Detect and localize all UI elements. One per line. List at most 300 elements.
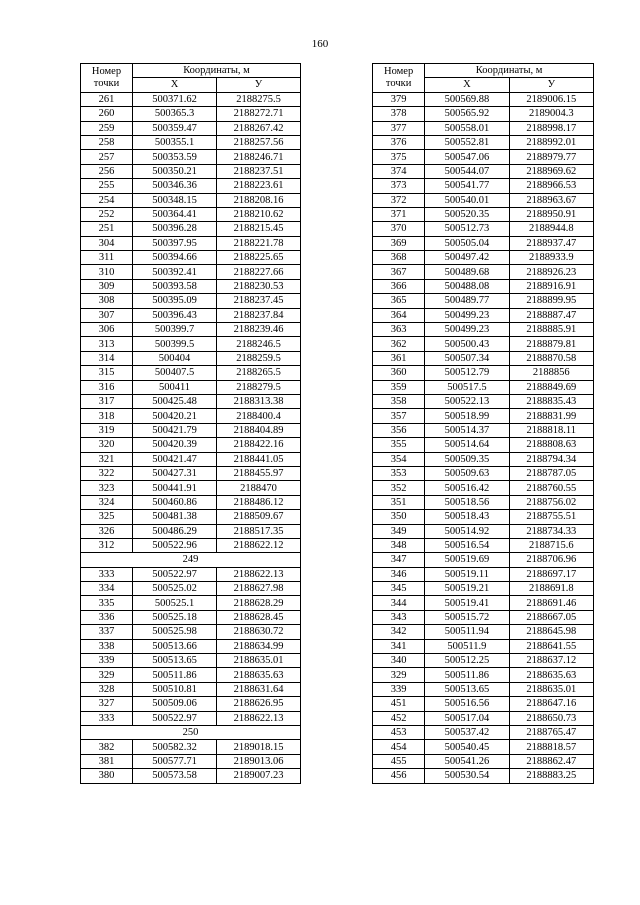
- y-coordinate-cell: 2188641.55: [509, 639, 593, 653]
- point-number-cell: 358: [373, 394, 425, 408]
- point-number-cell: 312: [81, 538, 133, 552]
- table-row: [81, 394, 301, 408]
- point-number-cell: 333: [81, 567, 133, 581]
- table-row: [81, 510, 301, 524]
- point-number-cell: 329: [373, 668, 425, 682]
- table-row: [81, 481, 301, 495]
- point-number-cell: 378: [373, 107, 425, 121]
- point-number-cell: 340: [373, 654, 425, 668]
- point-number-cell: 364: [373, 308, 425, 322]
- table-row: [373, 639, 594, 653]
- point-number-cell: 334: [81, 582, 133, 596]
- y-coordinate-cell: 2188628.29: [217, 596, 301, 610]
- table-row: [81, 754, 301, 768]
- y-coordinate-cell: 2188210.62: [217, 207, 301, 221]
- table-row: [373, 423, 594, 437]
- y-coordinate-cell: 2188856: [509, 366, 593, 380]
- x-coordinate-cell: 500486.29: [133, 524, 217, 538]
- x-coordinate-cell: 500537.42: [425, 725, 509, 739]
- table-row: [373, 452, 594, 466]
- y-coordinate-cell: 2188883.25: [509, 769, 593, 783]
- table-row: [373, 265, 594, 279]
- x-coordinate-cell: 500511.86: [133, 668, 217, 682]
- point-number-cell: 333: [81, 711, 133, 725]
- point-number-cell: 366: [373, 279, 425, 293]
- point-number-cell: 373: [373, 179, 425, 193]
- x-coordinate-cell: 500397.95: [133, 236, 217, 250]
- table-row: [81, 265, 301, 279]
- point-number-cell: 375: [373, 150, 425, 164]
- point-number-cell: 455: [373, 754, 425, 768]
- x-coordinate-cell: 500509.35: [425, 452, 509, 466]
- table-row: [373, 769, 594, 783]
- point-number-cell: 347: [373, 553, 425, 567]
- point-number-cell: 338: [81, 639, 133, 653]
- table-row: [81, 466, 301, 480]
- point-number-cell: 258: [81, 135, 133, 149]
- header-x: Х: [425, 78, 509, 92]
- table-row: [373, 553, 594, 567]
- y-coordinate-cell: 2188950.91: [509, 207, 593, 221]
- y-coordinate-cell: 2188765.47: [509, 725, 593, 739]
- table-row: [373, 582, 594, 596]
- table-row: [373, 135, 594, 149]
- point-number-cell: 360: [373, 366, 425, 380]
- x-coordinate-cell: 500420.39: [133, 438, 217, 452]
- y-coordinate-cell: 2188794.34: [509, 452, 593, 466]
- y-coordinate-cell: 2188818.11: [509, 423, 593, 437]
- x-coordinate-cell: 500540.01: [425, 193, 509, 207]
- point-number-cell: 316: [81, 380, 133, 394]
- point-number-cell: 345: [373, 582, 425, 596]
- x-coordinate-cell: 500488.08: [425, 279, 509, 293]
- table-row: [81, 725, 301, 739]
- x-coordinate-cell: 500516.42: [425, 481, 509, 495]
- y-coordinate-cell: 2188831.99: [509, 409, 593, 423]
- y-coordinate-cell: 2188486.12: [217, 495, 301, 509]
- point-number-cell: 311: [81, 251, 133, 265]
- x-coordinate-cell: 500519.11: [425, 567, 509, 581]
- x-coordinate-cell: 500489.77: [425, 294, 509, 308]
- table-row: [373, 538, 594, 552]
- y-coordinate-cell: 2188627.98: [217, 582, 301, 596]
- x-coordinate-cell: 500481.38: [133, 510, 217, 524]
- point-number-cell: 368: [373, 251, 425, 265]
- x-coordinate-cell: 500518.43: [425, 510, 509, 524]
- table-row: [373, 279, 594, 293]
- x-coordinate-cell: 500394.66: [133, 251, 217, 265]
- point-number-cell: 339: [81, 654, 133, 668]
- point-number-cell: 342: [373, 625, 425, 639]
- y-coordinate-cell: 2188944.8: [509, 222, 593, 236]
- point-number-cell: 304: [81, 236, 133, 250]
- y-coordinate-cell: 2188697.17: [509, 567, 593, 581]
- y-coordinate-cell: 2188509.67: [217, 510, 301, 524]
- table-row: [373, 207, 594, 221]
- x-coordinate-cell: 500522.97: [133, 567, 217, 581]
- x-coordinate-cell: 500365.3: [133, 107, 217, 121]
- y-coordinate-cell: 2188808.63: [509, 438, 593, 452]
- table-row: [81, 654, 301, 668]
- y-coordinate-cell: 2188899.95: [509, 294, 593, 308]
- x-coordinate-cell: 500541.26: [425, 754, 509, 768]
- y-coordinate-cell: 2188647.16: [509, 697, 593, 711]
- table-row: [373, 294, 594, 308]
- x-coordinate-cell: 500565.92: [425, 107, 509, 121]
- x-coordinate-cell: 500421.79: [133, 423, 217, 437]
- table-row: [373, 92, 594, 106]
- table-row: [81, 135, 301, 149]
- y-coordinate-cell: 2188966.53: [509, 179, 593, 193]
- y-coordinate-cell: 2188237.51: [217, 164, 301, 178]
- table-row: [373, 251, 594, 265]
- point-number-cell: 355: [373, 438, 425, 452]
- y-coordinate-cell: 2188237.84: [217, 308, 301, 322]
- x-coordinate-cell: 500511.9: [425, 639, 509, 653]
- x-coordinate-cell: 500519.21: [425, 582, 509, 596]
- point-number-cell: 326: [81, 524, 133, 538]
- y-coordinate-cell: 2188760.55: [509, 481, 593, 495]
- x-coordinate-cell: 500513.66: [133, 639, 217, 653]
- x-coordinate-cell: 500499.23: [425, 308, 509, 322]
- y-coordinate-cell: 2189006.15: [509, 92, 593, 106]
- x-coordinate-cell: 500525.18: [133, 610, 217, 624]
- y-coordinate-cell: 2188227.66: [217, 265, 301, 279]
- x-coordinate-cell: 500371.62: [133, 92, 217, 106]
- table-row: [81, 236, 301, 250]
- point-number-cell: 354: [373, 452, 425, 466]
- y-coordinate-cell: 2188979.77: [509, 150, 593, 164]
- table-row: [373, 193, 594, 207]
- y-coordinate-cell: 2188926.23: [509, 265, 593, 279]
- x-coordinate-cell: 500500.43: [425, 337, 509, 351]
- point-number-cell: 341: [373, 639, 425, 653]
- point-number-cell: 260: [81, 107, 133, 121]
- x-coordinate-cell: 500399.7: [133, 323, 217, 337]
- y-coordinate-cell: 2188667.05: [509, 610, 593, 624]
- y-coordinate-cell: 2188223.61: [217, 179, 301, 193]
- table-row: [81, 337, 301, 351]
- point-number-cell: 376: [373, 135, 425, 149]
- table-row: [81, 251, 301, 265]
- table-row: [81, 596, 301, 610]
- table-row: [373, 150, 594, 164]
- x-coordinate-cell: 500499.23: [425, 323, 509, 337]
- table-row: [81, 351, 301, 365]
- x-coordinate-cell: 500404: [133, 351, 217, 365]
- table-row: [81, 452, 301, 466]
- point-number-cell: 259: [81, 121, 133, 135]
- point-number-cell: 261: [81, 92, 133, 106]
- table-row: [373, 179, 594, 193]
- point-number-cell: 363: [373, 323, 425, 337]
- table-row: [81, 308, 301, 322]
- y-coordinate-cell: 2188885.91: [509, 323, 593, 337]
- x-coordinate-cell: 500512.79: [425, 366, 509, 380]
- x-coordinate-cell: 500544.07: [425, 164, 509, 178]
- point-number-cell: 309: [81, 279, 133, 293]
- x-coordinate-cell: 500510.81: [133, 682, 217, 696]
- y-coordinate-cell: 2188400.4: [217, 409, 301, 423]
- table-row: [373, 610, 594, 624]
- table-row: [81, 294, 301, 308]
- point-number-cell: 318: [81, 409, 133, 423]
- point-number-cell: 252: [81, 207, 133, 221]
- table-row: [373, 337, 594, 351]
- point-number-cell: 352: [373, 481, 425, 495]
- point-number-cell: 336: [81, 610, 133, 624]
- y-coordinate-cell: 2189018.15: [217, 740, 301, 754]
- point-number-cell: 356: [373, 423, 425, 437]
- x-coordinate-cell: 500513.65: [425, 682, 509, 696]
- table-row: [81, 495, 301, 509]
- point-number-cell: 335: [81, 596, 133, 610]
- x-coordinate-cell: 500516.56: [425, 697, 509, 711]
- table-row: [373, 394, 594, 408]
- point-number-cell: 308: [81, 294, 133, 308]
- y-coordinate-cell: 2188691.8: [509, 582, 593, 596]
- y-coordinate-cell: 2188313.38: [217, 394, 301, 408]
- y-coordinate-cell: 2188626.95: [217, 697, 301, 711]
- y-coordinate-cell: 2188279.5: [217, 380, 301, 394]
- point-number-cell: 371: [373, 207, 425, 221]
- table-row: [81, 193, 301, 207]
- y-coordinate-cell: 2188265.5: [217, 366, 301, 380]
- table-row: [81, 380, 301, 394]
- table-row: [373, 409, 594, 423]
- table-row: [373, 107, 594, 121]
- x-coordinate-cell: 500507.34: [425, 351, 509, 365]
- point-number-cell: 357: [373, 409, 425, 423]
- table-row: [373, 625, 594, 639]
- table-row: [373, 682, 594, 696]
- y-coordinate-cell: 2188215.45: [217, 222, 301, 236]
- x-coordinate-cell: 500569.88: [425, 92, 509, 106]
- header-x: Х: [133, 78, 217, 92]
- y-coordinate-cell: 2188441.05: [217, 452, 301, 466]
- y-coordinate-cell: 2188870.58: [509, 351, 593, 365]
- table-row: [81, 121, 301, 135]
- table-row: [373, 438, 594, 452]
- table-row: [81, 639, 301, 653]
- table-row: [81, 207, 301, 221]
- y-coordinate-cell: 2188969.62: [509, 164, 593, 178]
- y-coordinate-cell: 2188630.72: [217, 625, 301, 639]
- point-number-cell: 346: [373, 567, 425, 581]
- point-number-cell: 353: [373, 466, 425, 480]
- point-number-cell: 365: [373, 294, 425, 308]
- x-coordinate-cell: 500511.94: [425, 625, 509, 639]
- x-coordinate-cell: 500530.54: [425, 769, 509, 783]
- y-coordinate-cell: 2188887.47: [509, 308, 593, 322]
- x-coordinate-cell: 500522.97: [133, 711, 217, 725]
- point-number-cell: 452: [373, 711, 425, 725]
- point-number-cell: 344: [373, 596, 425, 610]
- header-y: У: [217, 78, 301, 92]
- y-coordinate-cell: 2188916.91: [509, 279, 593, 293]
- y-coordinate-cell: 2188933.9: [509, 251, 593, 265]
- y-coordinate-cell: 2188275.5: [217, 92, 301, 106]
- y-coordinate-cell: 2188470: [217, 481, 301, 495]
- y-coordinate-cell: 2188257.56: [217, 135, 301, 149]
- table-row: [373, 308, 594, 322]
- y-coordinate-cell: 2188267.42: [217, 121, 301, 135]
- table-row: [373, 754, 594, 768]
- table-row: [81, 668, 301, 682]
- x-coordinate-cell: 500441.91: [133, 481, 217, 495]
- point-number-cell: 350: [373, 510, 425, 524]
- point-number-cell: 310: [81, 265, 133, 279]
- point-number-cell: 377: [373, 121, 425, 135]
- point-number-cell: 451: [373, 697, 425, 711]
- x-coordinate-cell: 500497.42: [425, 251, 509, 265]
- table-row: [373, 668, 594, 682]
- table-row: [81, 366, 301, 380]
- y-coordinate-cell: 2188455.97: [217, 466, 301, 480]
- point-number-cell: 361: [373, 351, 425, 365]
- y-coordinate-cell: 2188230.53: [217, 279, 301, 293]
- y-coordinate-cell: 2188787.05: [509, 466, 593, 480]
- y-coordinate-cell: 2188879.81: [509, 337, 593, 351]
- table-row: [81, 179, 301, 193]
- table-row: [373, 222, 594, 236]
- table-row: [81, 625, 301, 639]
- point-number-cell: 251: [81, 222, 133, 236]
- x-coordinate-cell: 500427.31: [133, 466, 217, 480]
- y-coordinate-cell: 2188992.01: [509, 135, 593, 149]
- x-coordinate-cell: 500399.5: [133, 337, 217, 351]
- point-number-cell: 359: [373, 380, 425, 394]
- point-number-cell: 381: [81, 754, 133, 768]
- x-coordinate-cell: 500392.41: [133, 265, 217, 279]
- table-row: [373, 481, 594, 495]
- y-coordinate-cell: 2189004.3: [509, 107, 593, 121]
- contour-number: 249: [81, 553, 301, 567]
- x-coordinate-cell: 500350.21: [133, 164, 217, 178]
- table-row: [81, 438, 301, 452]
- x-coordinate-cell: 500518.56: [425, 495, 509, 509]
- point-number-cell: 313: [81, 337, 133, 351]
- x-coordinate-cell: 500364.41: [133, 207, 217, 221]
- y-coordinate-cell: 2188259.5: [217, 351, 301, 365]
- y-coordinate-cell: 2188634.99: [217, 639, 301, 653]
- y-coordinate-cell: 2188755.51: [509, 510, 593, 524]
- y-coordinate-cell: 2188862.47: [509, 754, 593, 768]
- table-row: [81, 423, 301, 437]
- point-number-cell: 382: [81, 740, 133, 754]
- point-number-cell: 453: [373, 725, 425, 739]
- point-number-cell: 349: [373, 524, 425, 538]
- table-row: [373, 654, 594, 668]
- y-coordinate-cell: 2188645.98: [509, 625, 593, 639]
- table-row: [373, 495, 594, 509]
- x-coordinate-cell: 500355.1: [133, 135, 217, 149]
- point-number-cell: 255: [81, 179, 133, 193]
- y-coordinate-cell: 2188622.12: [217, 538, 301, 552]
- header-point-line2: точки: [93, 77, 120, 89]
- y-coordinate-cell: 2188635.01: [217, 654, 301, 668]
- table-row: [81, 538, 301, 552]
- x-coordinate-cell: 500509.63: [425, 466, 509, 480]
- table-row: [81, 610, 301, 624]
- y-coordinate-cell: 2188628.45: [217, 610, 301, 624]
- y-coordinate-cell: 2188208.16: [217, 193, 301, 207]
- table-row: [373, 164, 594, 178]
- table-row: [373, 323, 594, 337]
- x-coordinate-cell: 500420.21: [133, 409, 217, 423]
- point-number-cell: 322: [81, 466, 133, 480]
- x-coordinate-cell: 500577.71: [133, 754, 217, 768]
- y-coordinate-cell: 2188818.57: [509, 740, 593, 754]
- y-coordinate-cell: 2188246.5: [217, 337, 301, 351]
- x-coordinate-cell: 500573.58: [133, 769, 217, 783]
- table-row: [81, 409, 301, 423]
- point-number-cell: 257: [81, 150, 133, 164]
- point-number-cell: 317: [81, 394, 133, 408]
- table-row: [81, 92, 301, 106]
- y-coordinate-cell: 2188404.89: [217, 423, 301, 437]
- x-coordinate-cell: 500547.06: [425, 150, 509, 164]
- x-coordinate-cell: 500522.13: [425, 394, 509, 408]
- x-coordinate-cell: 500520.35: [425, 207, 509, 221]
- x-coordinate-cell: 500513.65: [133, 654, 217, 668]
- x-coordinate-cell: 500460.86: [133, 495, 217, 509]
- y-coordinate-cell: 2188637.12: [509, 654, 593, 668]
- table-row: [373, 697, 594, 711]
- point-number-cell: 319: [81, 423, 133, 437]
- x-coordinate-cell: 500348.15: [133, 193, 217, 207]
- table-row: [81, 164, 301, 178]
- header-point-line2: точки: [385, 77, 412, 89]
- header-coordinates: Координаты, м: [425, 64, 594, 78]
- table-row: [81, 107, 301, 121]
- header-point-line1: Номер: [384, 65, 414, 77]
- y-coordinate-cell: 2188715.6: [509, 538, 593, 552]
- x-coordinate-cell: 500541.77: [425, 179, 509, 193]
- y-coordinate-cell: 2188622.13: [217, 567, 301, 581]
- x-coordinate-cell: 500511.86: [425, 668, 509, 682]
- table-row: [81, 323, 301, 337]
- x-coordinate-cell: 500514.64: [425, 438, 509, 452]
- x-coordinate-cell: 500582.32: [133, 740, 217, 754]
- x-coordinate-cell: 500525.98: [133, 625, 217, 639]
- point-number-cell: 325: [81, 510, 133, 524]
- table-row: [81, 279, 301, 293]
- table-row: [81, 150, 301, 164]
- x-coordinate-cell: 500359.47: [133, 121, 217, 135]
- point-number-cell: 314: [81, 351, 133, 365]
- y-coordinate-cell: 2188756.02: [509, 495, 593, 509]
- y-coordinate-cell: 2189013.06: [217, 754, 301, 768]
- x-coordinate-cell: 500395.09: [133, 294, 217, 308]
- point-number-cell: 329: [81, 668, 133, 682]
- table-row: [81, 697, 301, 711]
- x-coordinate-cell: 500517.5: [425, 380, 509, 394]
- x-coordinate-cell: 500540.45: [425, 740, 509, 754]
- point-number-cell: 315: [81, 366, 133, 380]
- header-point-number: [373, 64, 425, 93]
- table-row: [373, 236, 594, 250]
- point-number-cell: 379: [373, 92, 425, 106]
- table-row: [81, 711, 301, 725]
- point-number-cell: 320: [81, 438, 133, 452]
- y-coordinate-cell: 2188937.47: [509, 236, 593, 250]
- x-coordinate-cell: 500407.5: [133, 366, 217, 380]
- y-coordinate-cell: 2188422.16: [217, 438, 301, 452]
- header-point-number: [81, 64, 133, 93]
- y-coordinate-cell: 2188237.45: [217, 294, 301, 308]
- x-coordinate-cell: 500411: [133, 380, 217, 394]
